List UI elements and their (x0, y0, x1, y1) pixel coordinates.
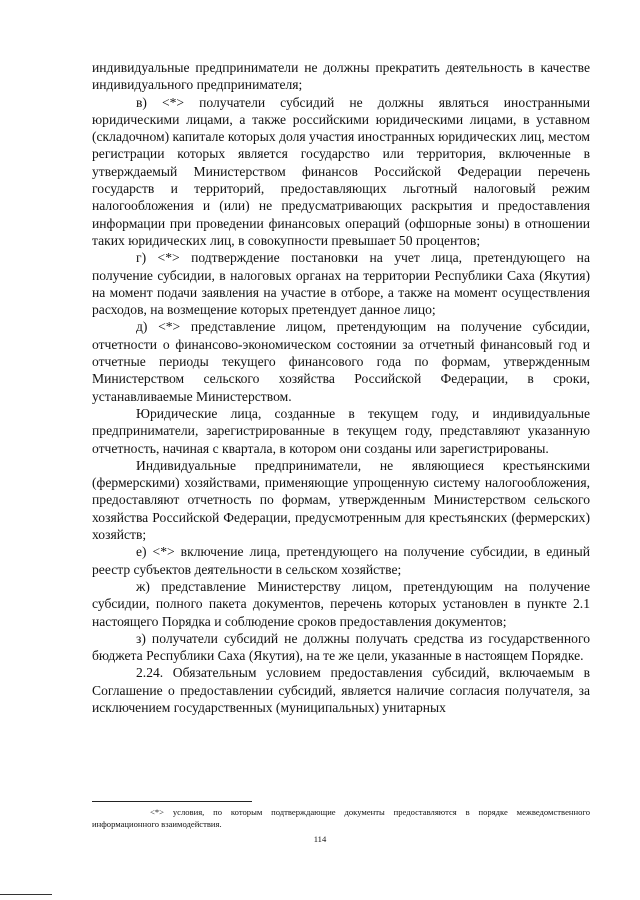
page-number: 114 (313, 834, 327, 844)
paragraph-continuation: индивидуальные предприниматели не должны прекратить деятельность в качестве индивидуального предпринимателя; (92, 60, 590, 93)
paragraph-item-g: г) <*> подтверждение постановки на учет лица, претендующего на получение субсидии, в налоговых органах на территории Республики Саха (Якутия) на момент подачи заявления на участие в отборе, а также на момент осуществления расходов, на возмещение которых претендует данное лицо; (92, 250, 590, 318)
paragraph-item-z: з) получатели субсидий не должны получать средства из государственного бюджета Республики Саха (Якутия), на те же цели, указанные в настоящем Порядке. (92, 630, 590, 664)
paragraph-individual-entrepreneurs: Индивидуальные предприниматели, не являющиеся крестьянскими (фермерскими) хозяйствами, применяющие упрощенную систему налогообложения, предоставляют отчетность по формам, утвержденным Министерством сельского хозяйства Российской Федерации, предусмотренным для крестьянских (фермерских) хозяйств; (92, 457, 590, 543)
scan-edge-line (0, 894, 52, 895)
paragraph-item-v: в) <*> получатели субсидий не должны являться иностранными юридическими лицами, а также российскими юридическими лицами, в уставном (складочном) капитале которых доля участия иностранных юридических лиц, местом регистрации которых является государство или территория, включенные в утверждаемый Министерством финансов Российской Федерации перечень государств и территорий, предоставляющих льготный налоговый режим налогообложения и (или) не предусматривающих раскрытия и предоставления информации при проведении финансовых операций (офшорные зоны) в отношении таких юридических лиц, в совокупности превышает 50 процентов; (92, 94, 590, 248)
paragraph-clause-2-24: 2.24. Обязательным условием предоставления субсидий, включаемым в Соглашение о предоставлении субсидий, является наличие согласия получателя, за исключением государственных (муниципальных) унитарных (92, 665, 590, 715)
document-body (92, 59, 590, 716)
paragraph-item-zh: ж) представление Министерству лицом, претендующим на получение субсидии, полного пакета документов, перечень которых установлен в пункте 2.1 настоящего Порядка и соблюдение сроков предоставления документов; (92, 578, 590, 629)
paragraph-item-d: д) <*> представление лицом, претендующим на получение субсидии, отчетности о финансово-экономическом состоянии за отчетный финансовый год и отчетные периоды текущего финансового года по формам, утвержденным Министерством сельского хозяйства Российской Федерации, в сроки, устанавливаемые Министерством. (92, 319, 590, 404)
footnote-text: <*> условия, по которым подтверждающие документы предоставляются в порядке межведомственного информационного взаимодействия. (92, 807, 590, 829)
footnote (92, 806, 590, 830)
paragraph-new-entities: Юридические лица, созданные в текущем году, и индивидуальные предприниматели, зарегистрированные в текущем году, представляют указанную отчетность, начиная с квартала, в котором они созданы или зарегистрированы. (92, 405, 590, 456)
footnote-divider (92, 801, 252, 802)
paragraph-item-e: е) <*> включение лица, претендующего на получение субсидии, в единый реестр субъектов деятельности в сельском хозяйстве; (92, 544, 590, 577)
